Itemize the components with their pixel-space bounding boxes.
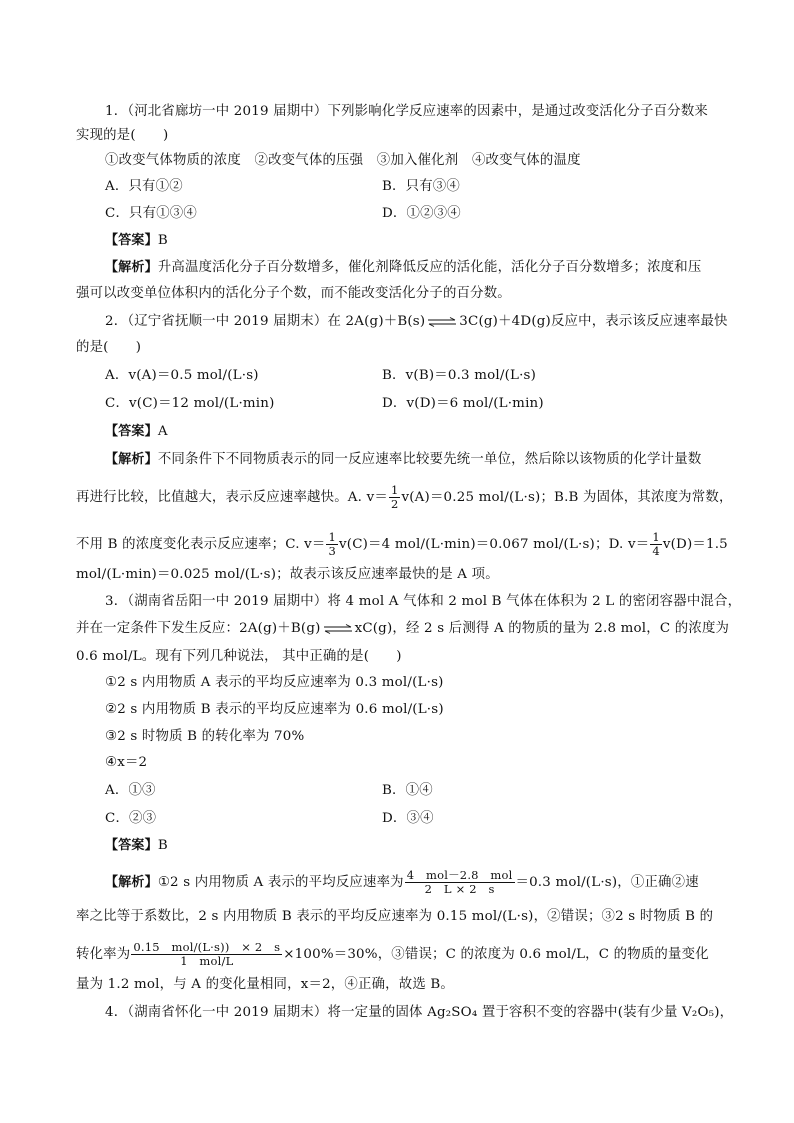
q2-analysis-line1 [105,451,701,468]
q1-stem-line1: 1．（河北省廊坊一中 2019 届期中）下列影响化学反应速率的因素中，是通过改变活化分子百分数来 [105,104,709,119]
analysis-text: 不同条件下不同物质表示的同一反应速率比较要先统一单位，然后除以该物质的化学计量数 [157,452,702,467]
q2-stem-line2: 的是( ) [76,340,142,355]
fraction-denominator: 1 mol/L [180,954,234,968]
q1-answer [105,232,168,249]
q1-stem-line2: 实现的是( ) [76,128,169,143]
q1-option-d: D．①②③④ [382,206,461,221]
q1-items: ①改变气体物质的浓度 ②改变气体的压强 ③加入催化剂 ④改变气体的温度 [105,153,581,168]
answer-value: A [157,424,168,439]
q1-option-b: B．只有③④ [382,179,460,194]
fraction-one-quarter [650,531,662,558]
fraction-denominator: 4 [652,544,660,558]
text-part: v(D)＝1.5 [662,537,728,552]
q3-statement-2: ②2 s 内用物质 B 表示的平均反应速率为 0.6 mol/(L·s) [105,702,444,717]
q3-statement-1: ①2 s 内用物质 A 表示的平均反应速率为 0.3 mol/(L·s) [105,675,444,690]
answer-label: 【答案】 [105,838,158,853]
q4-stem-line1: 4．（湖南省怀化一中 2019 届期末）将一定量的固体 Ag₂SO₄ 置于容积不变的容器中(装有少量 V₂O₅)， [105,1005,734,1020]
q2-option-a: A．v(A)＝0.5 mol/(L·s) [105,368,259,383]
q2-analysis-line4: mol/(L·min)＝0.025 mol/(L·s)；故表示该反应速率最快的是 A 项。 [76,567,499,582]
q3-option-d: D．③④ [382,811,434,826]
fraction-conversion-b [131,941,282,968]
analysis-label: 【解析】 [105,452,158,467]
q3-statement-4: ④x＝2 [105,755,148,770]
q2-analysis-line3 [76,531,728,558]
fraction-rate-a [405,869,515,896]
fraction-numerator: 4 mol－2.8 mol [406,868,513,882]
q3-option-c: C．②③ [105,811,157,826]
answer-value: B [157,233,168,248]
text-part: v(C)＝4 mol/(L·min)＝0.067 mol/(L·s)；D. v＝ [339,537,650,552]
q2-option-d: D．v(D)＝6 mol/(L·min) [382,396,544,411]
answer-label: 【答案】 [105,424,158,439]
q3-stem-part-a: 并在一定条件下发生反应：2A(g)＋B(g) [76,621,321,636]
q3-answer [105,837,168,854]
text-part: 不用 B 的浓度变化表示反应速率；C. v＝ [76,537,326,552]
q3-analysis-line4: 量为 1.2 mol，与 A 的变化量相同，x＝2，④正确，故选 B。 [76,977,455,992]
fraction-numerator: 1 [328,530,336,544]
q1-option-a: A．只有①② [105,179,183,194]
analysis-text: 升高温度活化分子百分数增多，催化剂降低反应的活化能，活化分子百分数增多；浓度和压 [157,260,702,275]
answer-value: B [157,838,168,853]
fraction-numerator: 0.15 mol/(L·s)) × 2 s [133,940,281,954]
q1-analysis-line2: 强可以改变单位体积内的活化分子个数，而不能改变活化分子的百分数。 [76,286,511,301]
text-part: ①2 s 内用物质 A 表示的平均反应速率为 [157,875,404,890]
q3-statement-3: ③2 s 时物质 B 的转化率为 70% [105,729,305,744]
q3-analysis-line1 [105,869,699,896]
q2-stem-part-b: 3C(g)＋4D(g)反应中，表示该反应速率最快 [459,314,728,329]
fraction-denominator: 2 L × 2 s [424,882,495,896]
q3-analysis-line2: 率之比等于系数比，2 s 内用物质 B 表示的平均反应速率为 0.15 mol/(L·s)，②错误；③2 s 时物质 B 的 [76,909,714,924]
q1-analysis-line1 [105,259,701,276]
q1-option-c: C．只有①③④ [105,206,197,221]
analysis-label: 【解析】 [105,260,158,275]
q3-analysis-line3 [76,941,709,968]
q2-option-b: B．v(B)＝0.3 mol/(L·s) [382,368,537,383]
equilibrium-arrow-icon [427,317,457,327]
fraction-denominator: 2 [390,497,399,511]
text-part: 再进行比较，比值越大，表示反应速率越快。A. v＝ [76,490,388,505]
fraction-numerator: 1 [390,483,399,497]
q2-answer [105,423,168,440]
fraction-one-third [326,531,338,558]
q3-stem-part-b: xC(g)，经 2 s 后测得 A 的物质的量为 2.8 mol，C 的浓度为 [354,621,730,636]
q3-option-a: A．①③ [105,783,156,798]
q2-option-c: C．v(C)＝12 mol/(L·min) [105,396,275,411]
q3-stem-line2 [76,620,729,637]
answer-label: 【答案】 [105,233,158,248]
text-part: ×100%＝30%，③错误；C 的浓度为 0.6 mol/L，C 的物质的量变化 [283,947,709,962]
text-part: ＝0.3 mol/(L·s)，①正确②速 [515,875,699,890]
text-part: v(A)＝0.25 mol/(L·s)；B.B 为固体，其浓度为常数， [401,490,733,505]
q3-stem-line1: 3．（湖南省岳阳一中 2019 届期中）将 4 mol A 气体和 2 mol B 气体在体积为 2 L 的密闭容器中混合， [105,594,742,609]
q2-stem-line1 [105,313,728,330]
q3-option-b: B．①④ [382,783,433,798]
fraction-numerator: 1 [652,530,660,544]
q3-stem-line3: 0.6 mol/L。现有下列几种说法， 其中正确的是( ) [76,649,402,664]
analysis-label: 【解析】 [105,875,158,890]
q2-analysis-line2 [76,484,733,511]
fraction-denominator: 3 [328,544,336,558]
fraction-one-half [389,484,401,511]
text-part: 转化率为 [76,947,131,962]
q2-stem-part-a: 2．（辽宁省抚顺一中 2019 届期末）在 2A(g)＋B(s) [105,314,426,329]
equilibrium-arrow-icon [323,624,353,634]
